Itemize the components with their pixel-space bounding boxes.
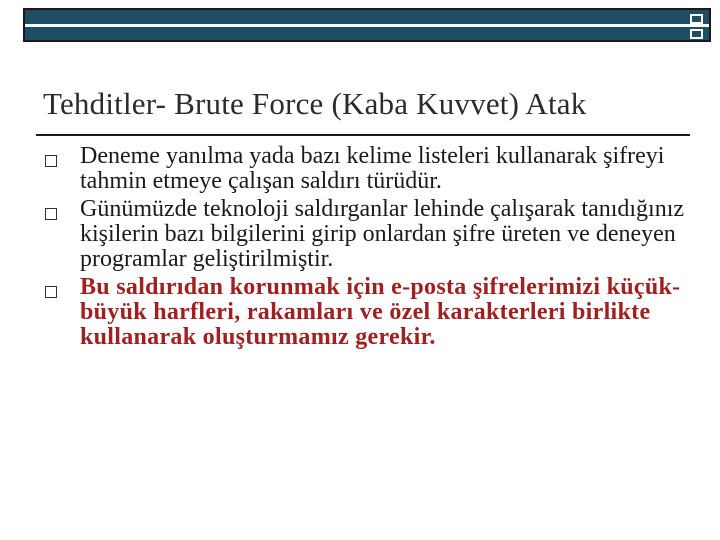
banner-corner-box-top: [690, 14, 703, 24]
bullet-text: Günümüzde teknoloji saldırganlar lehinde çalışarak tanıdığınız kişilerin bazı bilgilerini girip onlardan şifre üreten ve deneyen programlar geliştirilmiştir.: [80, 196, 685, 272]
title-divider: [36, 134, 690, 136]
bullet-list: [42, 144, 692, 353]
bullet-text: Deneme yanılma yada bazı kelime listeleri kullanarak şifreyi tahmin etmeye çalışan saldırı türüdür.: [80, 143, 665, 194]
banner-corner-box-bottom: [690, 29, 703, 39]
slide-title: Tehditler- Brute Force (Kaba Kuvvet) Atak: [43, 86, 587, 121]
bullet-item-3: [42, 275, 692, 350]
square-bullet-icon: [45, 286, 57, 298]
square-bullet-icon: [45, 208, 57, 220]
banner-stripe: [25, 24, 709, 27]
header-banner: [23, 8, 711, 42]
bullet-item-2: [42, 197, 692, 272]
bullet-item-1: [42, 144, 692, 194]
bullet-text-emphasis: Bu saldırıdan korunmak için e-posta şifrelerimizi küçük-büyük harfleri, rakamları ve özel karakterleri birlikte kullanarak oluşturmamız gerekir.: [80, 274, 681, 350]
square-bullet-icon: [45, 155, 57, 167]
